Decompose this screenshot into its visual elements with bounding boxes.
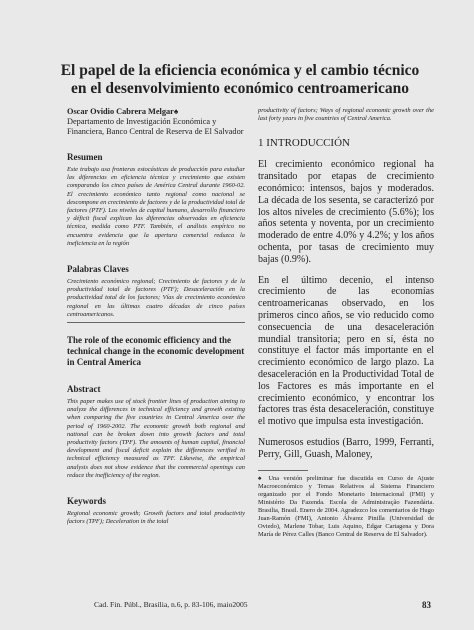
paper-title: El papel de la eficiencia económica y el cambio técnico en el desenvolvimiento económico centroamericano [60,62,420,97]
abstract-heading: Abstract [67,384,101,395]
abstract-text: This paper makes use of stock frontier lines of production aiming to analyze the differences in technical efficiency and growth existing when comparing the five countries in Central America over the period of 1960-2002. The economic growth both regional and national can be broken down into growth factors and total productivity factors (TPF). The amounts of human capital, financial development and fiscal deficit explain the differences verified in technical efficiency measured as TPF. Likewise, the empirical analysis does not show evidence that the commercial openings can reduce the inefficiency of the region. [67,398,245,479]
footnote: ♠ Una versión preliminar fue discutida en Curso de Ajuste Macroeconómico y Temas Relativos al Sistema Financiero organizado por el Fondo Monetario Internacional (FMI) y Ministério Da Fazenda. Escola de Administração Fazendária. Brasilia, Brasil. Enero de 2004. Agradezco los comentarios de Hugo Juan-Ramón (FMI), Antonio Álvarez Pinilla (Universidad de Oviedo), Marlene Tobar, Luis Aquino, Edgar Cartagena y Dora María de Pérez Calles (Banco Central de Reserva de El Salvador). [258,474,434,538]
journal-footer: Cad. Fin. Públ., Brasília, n.6, p. 83-106, maio2005 [94,600,248,609]
intro-paragraph-2: En el último decenio, el intenso crecimiento de las economías centroamericanas observado, en los primeros cinco años, se vio reducido como consecuencia de una desaceleración mundial transitoria; pero en sí, ésta no constituye el factor más importante en el crecimiento económico de largo plazo. La desaceleración en la Productividad Total de los Factores es más importante en el crecimiento económico, y encontrar los factores tras ésta desaceleración, constituye el motivo que impulsa esta investigación. [258,274,434,428]
resumen-text: Este trabajo usa fronteras estocásticas de producción para estudiar las diferencias en eficiencia técnica y crecimiento que existen comparando los cinco países de América Central durante 1960-02. El crecimiento económico tanto regional como nacional se descompone en crecimiento de factores y de la productividad total de factores (PTF). Los niveles de capital humano, desarrollo financiero y déficit fiscal explican las diferencias observadas en eficiencia técnica, medida como PTF. También, el análisis empírico no encuentra evidencia que la apertura comercial reduzca la ineficiencia en la región [67,166,245,247]
claves-text: Crecimiento económico regional; Crecimiento de factores y de la productividad total de factores (PTF); Desaceleración en la productividad total de los factores; Vías de crecimiento económico regional en las últimas cuatro décadas de cinco países centroamericanos. [67,278,245,318]
introduction-heading: 1 INTRODUCCIÓN [258,137,350,150]
author-affiliation: Departamento de Investigación Económica y Financiera, Banco Central de Reserva de El Salvador [67,117,244,136]
keywords-continued: productivity of factors; Ways of regional economic growth over the last forty years in five countries of Central America. [258,107,434,123]
resumen-heading: Resumen [67,152,103,162]
english-title: The role of the economic efficiency and the technical change in the economic development in Central America [67,335,245,368]
author-name: Oscar Ovidio Cabrera Melgar♠ [67,107,179,116]
left-column [67,107,245,526]
keywords-text: Regional economic growth; Growth factors and total productivity factors (TPF); Deceleration in the total [67,510,245,526]
intro-paragraph-1: El crecimiento económico regional ha transitado por etapas de crecimiento económico: intensos, bajos y moderados. La década de los sesenta, se caracterizó por los altos niveles de crecimiento (5.6%); los años setenta y noventa, por un crecimiento moderado de entre 4.0% y 4.2%; y los años ochenta, por tasas de crecimiento muy bajas (0.9%). [258,159,434,265]
page-number: 83 [422,600,431,610]
right-column [258,107,434,539]
footnote-divider [258,470,308,471]
author-block [67,107,245,137]
section-divider [67,322,245,323]
keywords-heading: Keywords [67,496,106,507]
intro-paragraph-3: Numerosos estudios (Barro, 1999, Ferranti, Perry, Gill, Guash, Maloney, [258,436,434,460]
claves-heading: Palabras Claves [67,264,129,275]
